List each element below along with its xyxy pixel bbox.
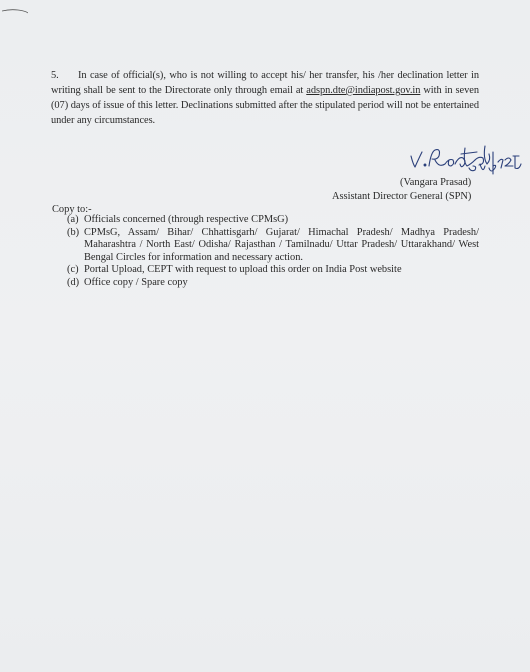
handwritten-signature xyxy=(405,138,525,180)
list-item-text: Officials concerned (through respective CPMsG) xyxy=(84,214,289,225)
list-item-label: (b) xyxy=(67,226,80,238)
signatory-designation: Assistant Director General (SPN) xyxy=(332,191,472,202)
list-item-text: CPMsG, Assam/ Bihar/ Chhattisgarh/ Gujarat/ Himachal Pradesh/ Madhya Pradesh/ Maharashtra / North East/ Odisha/ Rajasthan / Tamilnadu/ Uttar Pradesh/ Uttarakhand/ West Bengal Circles for information and necessary action. xyxy=(84,226,479,263)
list-item-label: (c) xyxy=(67,264,79,275)
copy-to-heading: Copy to:- xyxy=(52,204,92,215)
email-link[interactable]: adspn.dte@indiapost.gov.in xyxy=(306,85,421,96)
list-item xyxy=(67,277,479,290)
list-item-text: Portal Upload, CEPT with request to upload this order on India Post website xyxy=(84,264,402,275)
list-item-label: (a) xyxy=(67,214,79,225)
scan-artifact xyxy=(2,8,28,14)
paragraph-text-end: with in seven (07) days of issue of this letter. Declinations submitted after the stipulated period will not be entertained under any circumstances. xyxy=(51,85,479,126)
copy-to-list xyxy=(67,214,479,289)
list-item-label: (d) xyxy=(67,276,80,288)
list-item xyxy=(67,264,479,277)
paragraph-text-start: In case of official(s), who is not willing to accept his/ her transfer, his /her declination letter in writing shall be sent to the Directorate only through email at xyxy=(51,70,479,96)
list-item xyxy=(67,227,479,265)
paragraph-5 xyxy=(51,68,479,128)
paragraph-number: 5. xyxy=(51,70,59,81)
list-item-text: Office copy / Spare copy xyxy=(84,276,188,288)
signatory-name: (Vangara Prasad) xyxy=(400,177,472,188)
list-item xyxy=(67,214,479,227)
